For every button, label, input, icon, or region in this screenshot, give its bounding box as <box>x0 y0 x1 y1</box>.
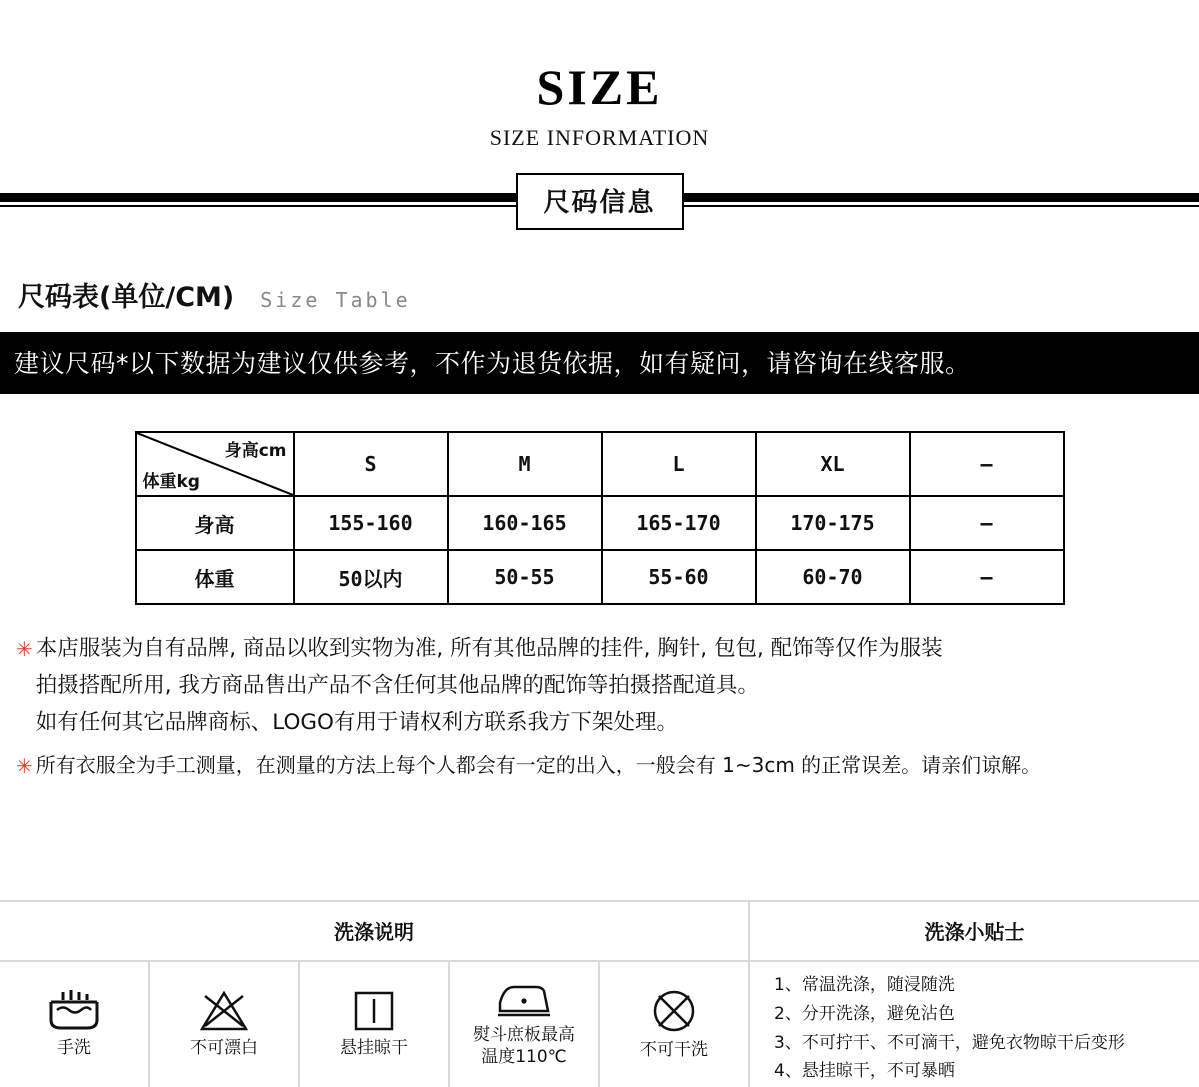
care-item-label: 悬挂晾干 <box>340 1037 408 1058</box>
table-cell: 170-175 <box>756 496 910 550</box>
care-item-no-bleach <box>150 962 300 1087</box>
table-corner-cell <box>136 432 294 496</box>
wash-tip: 1、常温洗涤，随浸随洗 <box>774 975 955 996</box>
note-line: 如有任何其它品牌商标、LOGO有用于请权利方联系我方下架处理。 <box>35 709 678 735</box>
note-item <box>16 748 1199 782</box>
table-col-header: – <box>910 432 1064 496</box>
table-col-header: S <box>294 432 448 496</box>
wash-care-section <box>0 900 1199 1087</box>
size-table-wrap <box>0 431 1199 605</box>
wash-tip: 3、不可拧干、不可滴干，避免衣物晾干后变形 <box>774 1032 1125 1053</box>
note-line: 拍摄搭配所用, 我方商品售出产品不含任何其他品牌的配饰等拍摄搭配道具。 <box>35 672 759 698</box>
care-item-label: 手洗 <box>57 1037 91 1058</box>
care-item-label: 不可干洗 <box>640 1039 708 1060</box>
page-title: SIZE <box>536 59 663 115</box>
table-cell: 50-55 <box>448 550 602 604</box>
page-subtitle: SIZE INFORMATION <box>489 125 710 150</box>
no-bleach-icon <box>199 990 249 1032</box>
table-col-header: L <box>602 432 756 496</box>
note-line: 所有衣服全为手工测量，在测量的方法上每个人都会有一定的出入，一般会有 1~3cm 的正常误差。请亲们谅解。 <box>35 752 1042 777</box>
corner-top-right-label: 身高cm <box>224 441 287 461</box>
table-row-label: 体重 <box>136 550 294 604</box>
size-table-heading <box>18 275 1199 314</box>
asterisk-icon: ✳ <box>16 753 33 778</box>
line-dry-icon <box>353 990 395 1032</box>
table-cell: 60-70 <box>756 550 910 604</box>
note-line: 本店服装为自有品牌, 商品以收到实物为准, 所有其他品牌的挂件, 胸针, 包包, 配饰等仅作为服装 <box>35 636 943 661</box>
header-divider <box>0 171 1199 231</box>
wash-care-header-right: 洗涤小贴士 <box>924 920 1025 944</box>
no-dry-clean-icon <box>651 988 697 1034</box>
size-table-heading-en: Size Table <box>260 288 411 312</box>
iron-low-icon <box>494 981 554 1019</box>
table-cell: 55-60 <box>602 550 756 604</box>
care-item-label: 熨斗庶板最高 温度110℃ <box>473 1025 575 1067</box>
table-row <box>136 550 1064 604</box>
care-item-no-dry-clean <box>600 962 750 1087</box>
table-row-label: 身高 <box>136 496 294 550</box>
wash-tips-list <box>750 962 1199 1087</box>
notes-block <box>16 631 1199 782</box>
table-cell: – <box>910 496 1064 550</box>
wash-tip: 2、分开洗涤，避免沾色 <box>774 1003 955 1024</box>
corner-bottom-left-label: 体重kg <box>142 472 200 492</box>
table-cell: 155-160 <box>294 496 448 550</box>
table-cell: 165-170 <box>602 496 756 550</box>
section-badge: 尺码信息 <box>515 173 683 230</box>
care-item-hand-wash <box>0 962 150 1087</box>
size-table <box>135 431 1065 605</box>
wash-tip: 4、悬挂晾干，不可暴晒 <box>774 1061 955 1082</box>
care-item-label: 不可漂白 <box>190 1037 258 1058</box>
wash-care-header <box>0 902 1199 962</box>
table-cell: – <box>910 550 1064 604</box>
asterisk-icon: ✳ <box>16 637 33 661</box>
wash-care-header-left: 洗涤说明 <box>0 902 750 960</box>
note-item <box>16 631 1199 742</box>
table-header-row <box>136 432 1064 496</box>
size-notice-bar: 建议尺码*以下数据为建议仅供参考，不作为退货依据，如有疑问，请咨询在线客服。 <box>0 332 1199 394</box>
table-col-header: M <box>448 432 602 496</box>
care-item-iron-low <box>450 962 600 1087</box>
care-item-line-dry <box>300 962 450 1087</box>
size-table-heading-cn: 尺码表(单位/CM) <box>18 282 235 313</box>
wash-care-body <box>0 962 1199 1087</box>
table-col-header: XL <box>756 432 910 496</box>
hand-wash-icon <box>47 990 101 1032</box>
table-cell: 160-165 <box>448 496 602 550</box>
table-cell: 50以内 <box>294 550 448 604</box>
page-header <box>0 0 1199 151</box>
table-row <box>136 496 1064 550</box>
